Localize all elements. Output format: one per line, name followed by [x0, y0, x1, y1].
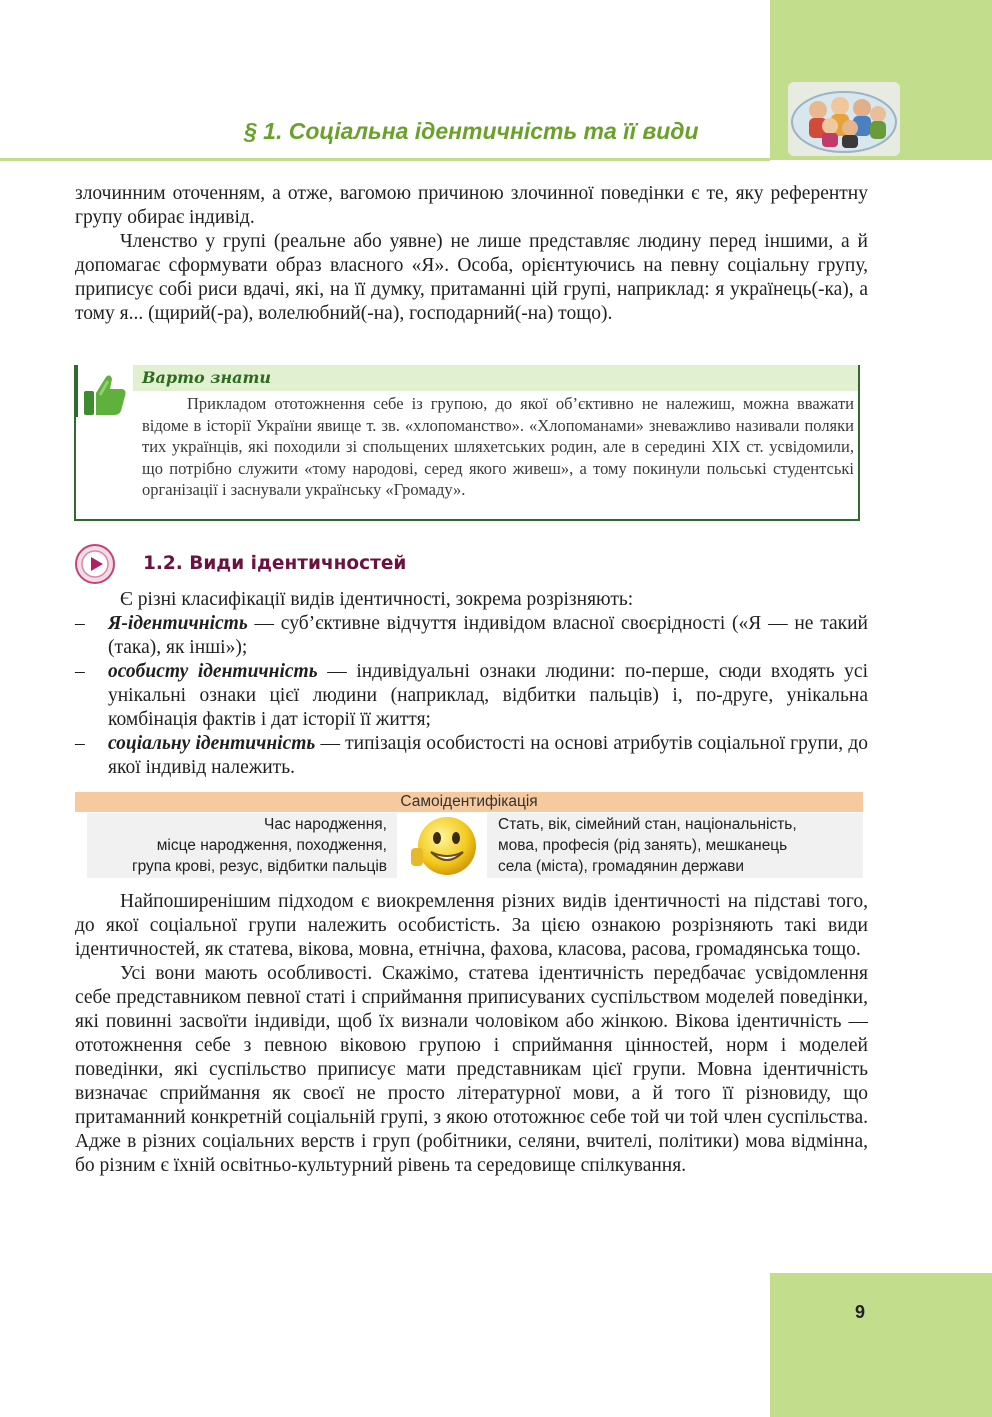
table-right-cell — [487, 813, 863, 878]
paragraph: Є різні класифікації видів ідентичності, зокрема розрізняють: — [120, 589, 634, 610]
list-term: соціальну ідентичність — [108, 733, 316, 754]
list-dash: – — [75, 661, 85, 682]
table-left-line: група крові, резус, відбитки пальців — [131, 858, 387, 875]
callout-title: Варто знати — [142, 368, 272, 387]
page-number: 9 — [855, 1302, 866, 1322]
list-dash: – — [75, 733, 85, 754]
self-identification-table — [75, 792, 863, 878]
paragraph: Усі вони мають особливості. Скажімо, статева ідентичність передбачає усвідомлення себе представником певної статі і сприймання приписуваних суспільством моделей поведінки, які повинні засвоїти індивіди, щоб їх визнали чоловіком або жінкою. Вікова ідентичність — ототожнення себе з певною віковою групою і сприймання цінностей, норм і моделей поведінки, які суспільство приписує мати представникам цієї групи. Мовна ідентичність визначає сприймання як своєї не просто літературної мови, а й того її різновиду, що притаманний конкретній соціальній групі, з якою ототожнює себе той чи той член суспільства. Адже в різних соціальних верств і груп (робітники, селяни, вчителі, політики) мова відмінна, бо різним є їхній освітньо-культурний рівень та середовище спілкування. — [75, 963, 868, 1176]
table-right-line: мова, професія (рід занять), мешканець — [498, 837, 788, 854]
header-rule — [0, 158, 770, 161]
body-text — [75, 890, 868, 1178]
table-left-line: місце народження, походження, — [156, 837, 387, 854]
list-text: — типізація особистості на основі атрибутів соціальної групи, до якої індивід належить. — [108, 733, 869, 778]
list-item — [75, 732, 868, 780]
section-lead — [75, 588, 868, 612]
list-text: — індивідуальні ознаки людини: по-перше, сюди входять усі унікальні ознаки цієї людини (наприклад, відбитки пальців) і, по-друге, унікальна комбінація фактів і дат історії її життя; — [108, 661, 868, 730]
chapter-title: § 1. Соціальна ідентичність та її види — [244, 118, 699, 144]
section-title: 1.2. Види ідентичностей — [143, 553, 407, 574]
table-header — [75, 792, 863, 812]
callout-header — [133, 365, 858, 391]
table-right-line: Стать, вік, сімейний стан, національність, — [498, 816, 797, 833]
paragraph: злочинним оточенням, а отже, вагомою причиною злочинної поведінки є те, яку референтну групу обирає індивід. — [75, 183, 868, 228]
play-icon — [74, 543, 116, 585]
callout-accent-bar — [74, 365, 78, 417]
did-you-know-box — [74, 365, 860, 521]
people-group-illustration — [788, 82, 900, 156]
list-item — [75, 612, 868, 660]
callout-text: Прикладом ототожнення себе із групою, до якої об’єктивно не належиш, можна вважати відоме в історії України явище т. зв. «хлопоманство». «Хлопоманами» зневажливо називали поляки тих українців, які походили зі спольщених шляхетських родин, але в середині XIX ст. усвідомили, що потрібно служити «тому народові, серед якого живеш», а тому покинули польські студентські організації і заснували українську «Громаду». — [142, 394, 854, 499]
intro-text — [75, 182, 868, 326]
thumbs-up-icon — [80, 369, 130, 419]
list-item — [75, 660, 868, 732]
smiley-face-icon — [409, 814, 483, 878]
paragraph: Членство у групі (реальне або уявне) не лише представляє людину перед іншими, а й допомагає сформувати образ власного «Я». Особа, орієнтуючись на певну соціальну групу, приписує собі риси вдачі, які, на її думку, притаманні цій групі, наприклад: я українець(-ка), а тому я... (щирий(-ра), волелюбний(-на), господарний(-на) тощо). — [75, 231, 868, 324]
table-left-cell — [87, 813, 397, 878]
footer-green-block — [770, 1273, 992, 1417]
list-dash: – — [75, 613, 85, 634]
list-term: Я-ідентичність — [108, 613, 248, 634]
table-title: Самоідентифікація — [400, 793, 538, 810]
paragraph: Найпоширенішим підходом є виокремлення різних видів ідентичності на підставі того, до якої соціальної групи належить особистість. За цією ознакою розрізняють такі види ідентичностей, як статева, вікова, мовна, етнічна, фахова, класова, расова, громадянська тощо. — [75, 891, 868, 960]
list-text: — суб’єктивне відчуття індивідом власної своєрідності («Я — не такий (така), як інші»); — [108, 613, 868, 658]
list-term: особисту ідентичність — [108, 661, 318, 682]
callout-body — [142, 393, 854, 501]
table-right-line: села (міста), громадянин держави — [498, 858, 745, 875]
table-left-line: Час народження, — [264, 816, 387, 833]
